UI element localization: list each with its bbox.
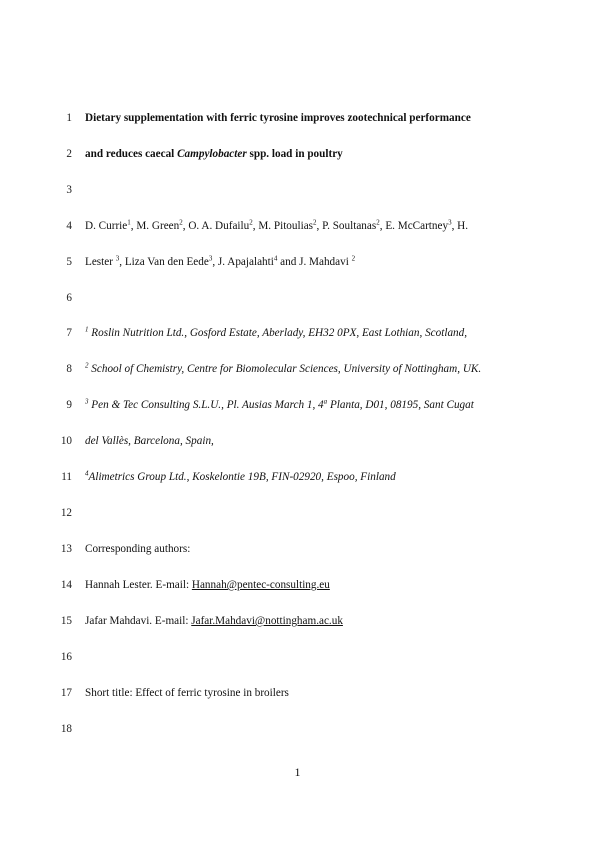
affiliation-1 [85, 327, 467, 339]
affiliation-text: Planta, D01, 08195, Sant Cugat [327, 399, 474, 411]
paper-title-line-1: Dietary supplementation with ferric tyrosine improves zootechnical performance [85, 112, 471, 124]
line-number: 1 [66, 112, 72, 124]
contact-label: Hannah Lester. E-mail: [85, 579, 192, 591]
author: Lester [85, 256, 116, 268]
affiliation-marker: 4 [85, 469, 89, 478]
author: , O. A. Dufailu [182, 220, 250, 232]
line-number: 7 [66, 327, 72, 339]
affiliation-marker: 3 [85, 397, 89, 406]
line-number: 5 [66, 256, 72, 268]
line-number: 3 [66, 184, 72, 196]
affiliation-marker: 2 [179, 218, 183, 227]
author-list-line-2 [85, 256, 355, 268]
affiliation-4 [85, 471, 396, 483]
line-number: 10 [60, 435, 72, 447]
title-text: and reduces caecal [85, 148, 178, 160]
affiliation-text: Alimetrics Group Ltd., Koskelontie 19B, FIN-02920, Espoo, Finland [88, 471, 396, 483]
line-number: 13 [60, 543, 72, 555]
email-link[interactable]: Hannah@pentec-consulting.eu [191, 579, 330, 591]
affiliation-marker: 3 [115, 254, 120, 263]
paper-title-line-2 [85, 148, 343, 160]
affiliation-marker: 2 [351, 254, 356, 263]
affiliation-marker: 2 [313, 218, 317, 227]
author: and J. Mahdavi [277, 256, 352, 268]
line-number: 12 [60, 507, 72, 519]
affiliation-marker: 1 [85, 325, 89, 334]
author: , P. Soultanas [316, 220, 377, 232]
page-number: 1 [294, 765, 301, 779]
author: , M. Pitoulias [252, 220, 314, 232]
line-number: 6 [66, 292, 72, 304]
contact-label: Jafar Mahdavi. E-mail: [85, 615, 192, 627]
affiliation-text: Pen & Tec Consulting S.L.U., Pl. Ausias March 1, 4 [88, 399, 324, 411]
line-number: 18 [60, 723, 72, 735]
line-number: 17 [60, 687, 72, 699]
affiliation-text: School of Chemistry, Centre for Biomolecular Sciences, University of Nottingham, UK. [88, 363, 482, 375]
author: , H. [451, 220, 469, 232]
corresponding-author-2 [85, 615, 343, 627]
affiliation-marker: 2 [85, 361, 89, 370]
affiliation-marker: 2 [249, 218, 253, 227]
author: D. Currie [85, 220, 128, 232]
affiliation-2 [85, 363, 481, 375]
author: , E. McCartney [379, 220, 449, 232]
affiliation-marker: 1 [127, 218, 131, 227]
author: , M. Green [130, 220, 180, 232]
email-link[interactable]: Jafar.Mahdavi@nottingham.ac.uk [191, 615, 343, 627]
corresponding-author-1 [85, 579, 330, 591]
line-number: 9 [66, 399, 72, 411]
line-number: 11 [61, 471, 72, 483]
affiliation-text: Roslin Nutrition Ltd., Gosford Estate, Aberlady, EH32 0PX, East Lothian, Scotland, [88, 327, 468, 339]
ordinal-marker: a [323, 397, 328, 406]
author-list-line-1 [85, 220, 468, 232]
line-number: 16 [60, 651, 72, 663]
title-genus: Campylobacter [177, 148, 247, 160]
line-number: 15 [60, 615, 72, 627]
line-number: 14 [60, 579, 72, 591]
affiliation-3-continued: del Vallès, Barcelona, Spain, [85, 435, 214, 447]
short-title: Short title: Effect of ferric tyrosine in broilers [85, 687, 289, 699]
affiliation-marker: 3 [208, 254, 213, 263]
line-number: 8 [66, 363, 72, 375]
affiliation-marker: 4 [273, 254, 278, 263]
line-number: 2 [66, 148, 72, 160]
title-text: spp. load in poultry [246, 148, 343, 160]
author: , J. Apajalahti [212, 256, 274, 268]
author: , Liza Van den Eede [119, 256, 209, 268]
affiliation-marker: 3 [448, 218, 452, 227]
line-number: 4 [66, 220, 72, 232]
affiliation-marker: 2 [376, 218, 380, 227]
corresponding-heading: Corresponding authors: [85, 543, 191, 555]
affiliation-3 [85, 399, 474, 411]
